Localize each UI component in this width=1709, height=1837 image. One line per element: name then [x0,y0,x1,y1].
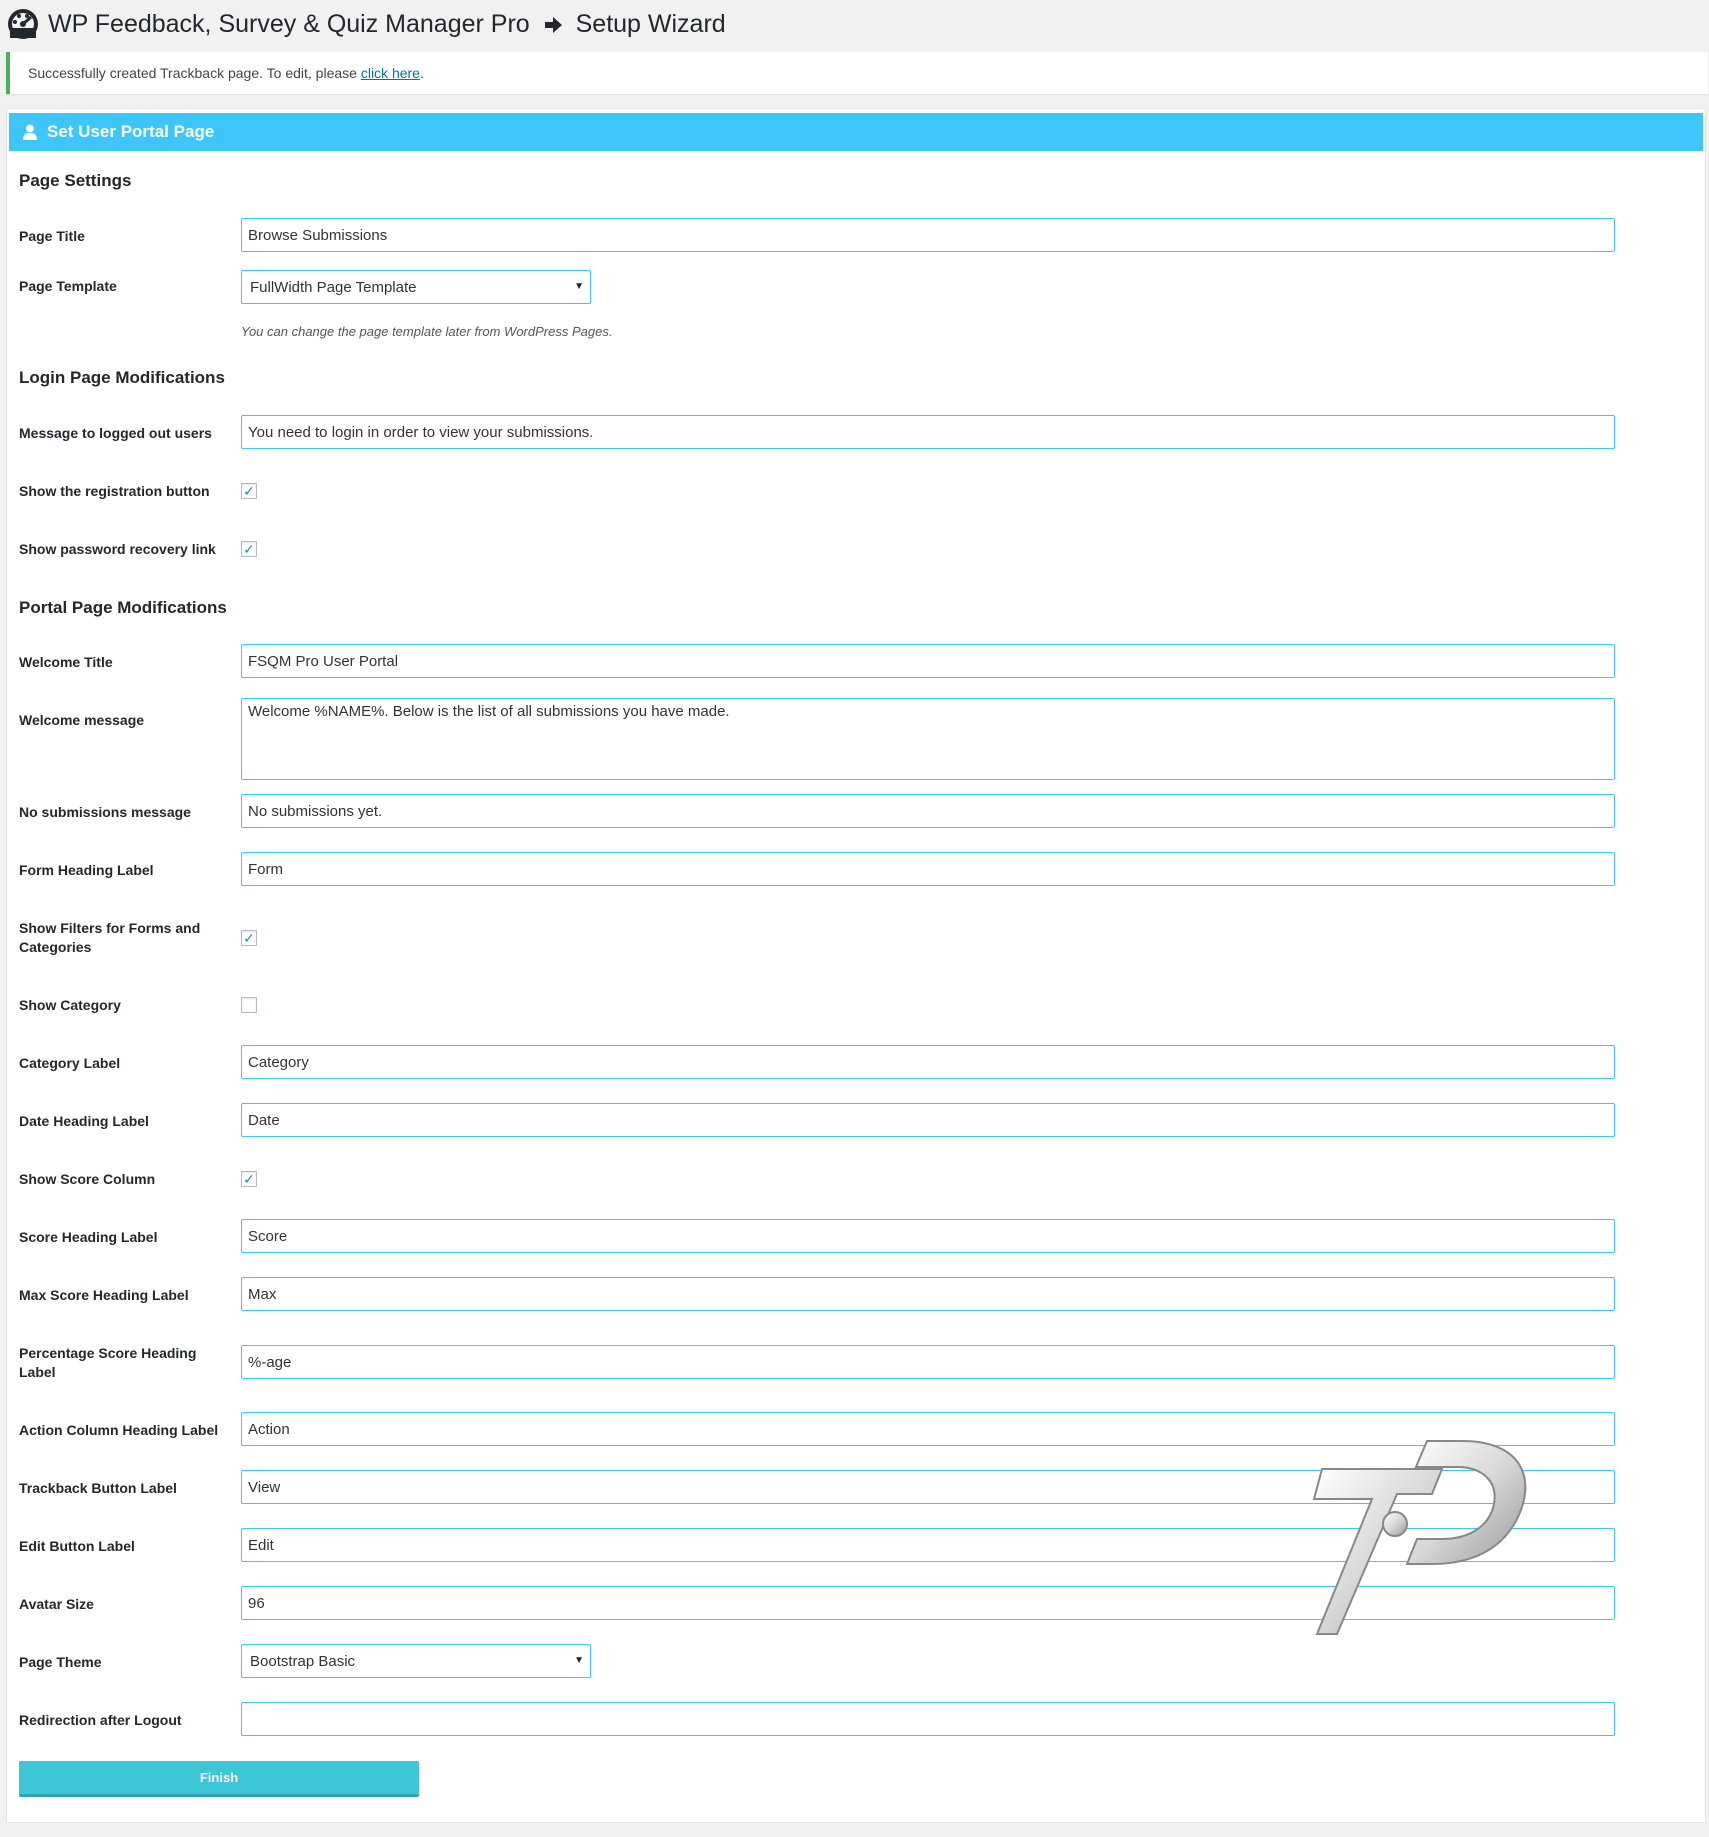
finish-button[interactable]: Finish [19,1761,419,1797]
label-action-heading: Action Column Heading Label [19,1422,219,1438]
section-login: Login Page Modifications [19,368,225,387]
show-recovery-checkbox[interactable] [241,541,257,557]
label-page-template: Page Template [19,278,117,294]
label-page-theme: Page Theme [19,1654,102,1670]
label-avatar-size: Avatar Size [19,1596,94,1612]
user-icon [23,124,37,140]
label-show-score: Show Score Column [19,1171,156,1187]
show-category-checkbox[interactable] [241,997,257,1013]
section-portal: Portal Page Modifications [19,598,227,617]
label-show-registration: Show the registration button [19,483,210,499]
page-template-hint: You can change the page template later from WordPress Pages. [241,324,613,339]
welcome-message-textarea[interactable] [241,698,1615,780]
checkmark-icon: ✓ [243,483,255,499]
form-heading-input[interactable] [241,852,1615,886]
label-trackback: Trackback Button Label [19,1480,177,1496]
redirect-logout-input[interactable] [241,1702,1615,1736]
notice-text: Successfully created Trackback page. To edit, please [28,65,357,81]
page-title [48,10,726,39]
label-welcome-title: Welcome Title [19,654,113,670]
label-pct-score-heading: Percentage Score Heading Label [19,1345,197,1380]
welcome-title-input[interactable] [241,644,1615,678]
notice-tail: . [419,65,424,81]
label-logged-out-msg: Message to logged out users [19,425,212,441]
page-template-value: FullWidth Page Template [250,278,417,296]
page-theme-value: Bootstrap Basic [250,1652,356,1670]
dashboard-gauge-icon [6,7,40,41]
label-show-filters: Show Filters for Forms and Categories [19,920,201,955]
pct-score-heading-input[interactable] [241,1345,1615,1379]
category-label-input[interactable] [241,1045,1615,1079]
page-theme-select[interactable] [241,1644,591,1678]
label-date-heading: Date Heading Label [19,1113,149,1129]
label-edit-button: Edit Button Label [19,1538,135,1554]
panel-heading: Set User Portal Page [47,122,215,141]
watermark-logo [1312,1439,1532,1639]
checkmark-icon: ✓ [243,541,255,557]
label-welcome-message: Welcome message [19,712,145,728]
label-category: Category Label [19,1055,121,1071]
caret-down-icon: ▼ [574,1655,584,1666]
panel-header [9,113,1703,151]
date-heading-input[interactable] [241,1103,1615,1137]
logged-out-msg-input[interactable] [241,415,1615,449]
checkmark-icon: ✓ [243,930,255,946]
label-score-heading: Score Heading Label [19,1229,158,1245]
label-max-score-heading: Max Score Heading Label [19,1287,189,1303]
notice-edit-link[interactable]: click here [360,65,420,81]
caret-down-icon: ▼ [574,281,584,292]
label-show-recovery: Show password recovery link [19,541,216,557]
show-filters-checkbox[interactable] [241,930,257,946]
title-right: Setup Wizard [575,9,726,38]
page-title-input[interactable] [241,218,1615,252]
checkmark-icon: ✓ [243,1171,255,1187]
arrow-right-icon [543,15,563,35]
label-redirect-logout: Redirection after Logout [19,1712,182,1728]
title-left: WP Feedback, Survey & Quiz Manager Pro [48,9,530,38]
label-page-title: Page Title [19,228,85,244]
success-notice [6,52,1708,94]
label-no-submissions: No submissions message [19,804,191,820]
no-submissions-input[interactable] [241,794,1615,828]
show-registration-checkbox[interactable] [241,483,257,499]
score-heading-input[interactable] [241,1219,1615,1253]
label-form-heading: Form Heading Label [19,862,154,878]
page-header [0,0,1709,48]
section-page-settings: Page Settings [19,171,132,190]
page-template-select[interactable] [241,270,591,304]
label-show-category: Show Category [19,997,121,1013]
max-score-heading-input[interactable] [241,1277,1615,1311]
show-score-checkbox[interactable] [241,1171,257,1187]
setup-panel [6,108,1706,1823]
